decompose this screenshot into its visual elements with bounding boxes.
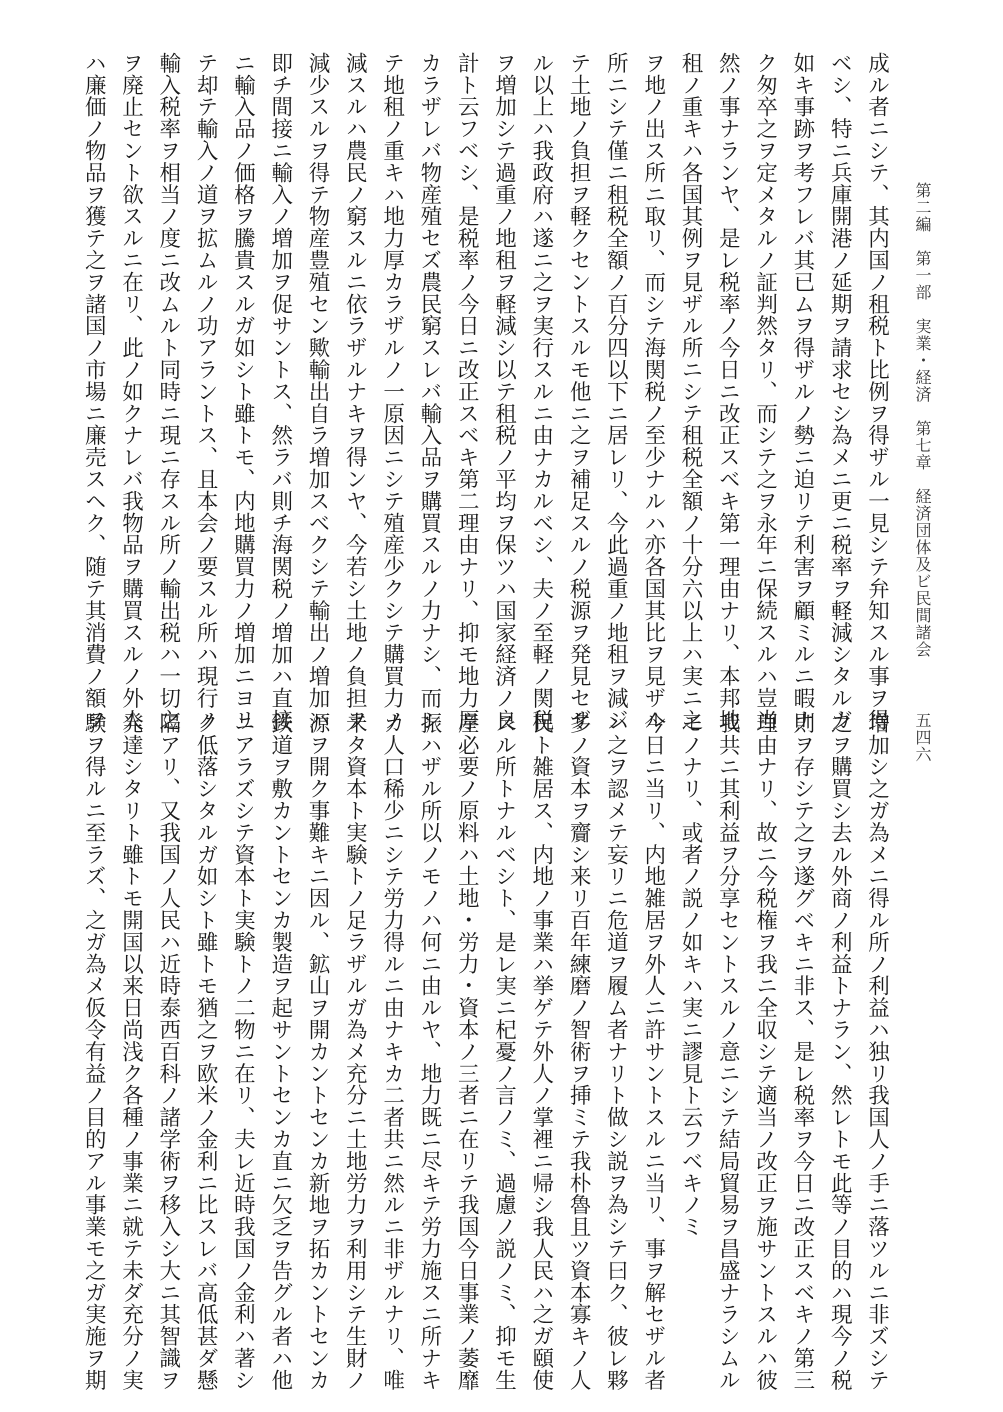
text-column: 成ル者ニシテ、其内国ノ租税ト比例ヲ得ザル一見シテ弁知スル事ヲ得 xyxy=(864,52,890,731)
text-column: 然ノ事ナランヤ、是レ税率ノ今日ニ改正スベキ第一理由ナリ、本邦地 xyxy=(715,52,741,731)
text-column: ベシ、特ニ兵庫開港ノ延期ヲ請求セシ為メニ更ニ税率ヲ軽減シタルガ xyxy=(827,52,853,731)
text-column: 発達シタリト雖トモ開国以来日尚浅ク各種ノ事業ニ就テ未ダ充分ノ実 xyxy=(118,712,144,1391)
text-column: モノナリ、或者ノ説ノ如キハ実ニ謬見ト云フベキノミ xyxy=(678,712,703,1238)
text-column: 多ノ資本ヲ齎シ来リ百年練磨ノ智術ヲ挿ミテ我朴魯且ツ資本寡キノ人 xyxy=(566,712,592,1391)
text-column: 即チ間接ニ輸入ノ増加ヲ促サントス、然ラバ則チ海関税ノ増加ハ直接 xyxy=(267,52,293,731)
text-column: 産必要ノ原料ハ土地・労力・資本ノ三者ニ在リテ我国今日事業ノ萎靡 xyxy=(454,712,480,1391)
text-column: ハ廉価ノ物品ヲ獲テ之ヲ諸国ノ市場ニ廉売スヘク、随テ其消費ノ額ヲ xyxy=(81,52,107,731)
text-column: ヲ増加シテ過重ノ地租ヲ軽減シ以テ租税ノ平均ヲ保ツハ国家経済ノ良 xyxy=(491,52,517,731)
text-column: 鉄道ヲ敷カントセンカ製造ヲ起サントセンカ直ニ欠乏ヲ告グル者ハ他 xyxy=(267,712,293,1391)
text-column: 租ノ重キハ各国其例ヲ見ザル所ニシテ租税全額ノ十分六以上ハ実ニ之 xyxy=(678,52,703,731)
text-column: ル以上ハ我政府ハ遂ニ之ヲ実行スルニ由ナカルベシ、夫ノ至軽ノ関税 xyxy=(528,52,554,731)
text-column: 輸入税率ヲ相当ノ度ニ改ムルト同時ニ現ニ存スル所ノ輸出税ハ一切之 xyxy=(155,52,181,731)
text-column: ニ輸入品ノ価格ヲ騰貴スルガ如シト雖トモ、内地購買力ノ増加ニヨリ xyxy=(230,52,256,731)
page-number: 五四六 xyxy=(913,712,932,763)
text-column: 源ヲ開ク事難キニ因ル、鉱山ヲ開カントセンカ新地ヲ拓カントセンカ xyxy=(305,712,330,1391)
text-column: ヲ廃止セント欲スルニ在リ、此ノ如クナレバ我物品ヲ購買スルノ外人 xyxy=(118,52,144,731)
text-column: 験ヲ得ルニ至ラズ、之ガ為メ仮令有益ノ目的アル事業モ之ガ実施ヲ期 xyxy=(81,712,107,1391)
text-column: 今日ニ当リ、内地雑居ヲ外人ニ許サントスルニ当リ、事ヲ解セザル者 xyxy=(640,712,666,1391)
text-column: テ土地ノ負担ヲ軽クセントスルモ他ニ之ヲ補足スルノ税源ヲ発見セザ xyxy=(566,52,592,731)
text-column: ニアラズシテ資本ト実験トノ二物ニ在リ、夫レ近時我国ノ金利ハ著シ xyxy=(230,712,256,1391)
text-column: ヲ地ノ出ス所ニ取リ、而シテ海関税ノ至少ナルハ亦各国其比ヲ見ザル xyxy=(640,52,666,731)
text-column: ハ之ヲ認メテ妄リニ危道ヲ履ム者ナリト做シ説ヲ為シテ曰ク、彼レ夥 xyxy=(603,712,629,1391)
text-column: スル所トナルベシト、是レ実ニ杞憂ノ言ノミ、過慮ノ説ノミ、抑モ生 xyxy=(491,712,517,1391)
text-column: 隔アリ、又我国ノ人民ハ近時泰西百科ノ諸学術ヲ移入シ大ニ其智識ヲ xyxy=(155,712,181,1391)
text-column: 振ハザル所以ノモノハ何ニ由ルヤ、地力既ニ尽キテ労力施スニ所ナキ xyxy=(416,712,442,1391)
text-column: 我共ニ其利益ヲ分享セントスルノ意ニシテ結局貿易ヲ昌盛ナラシムル xyxy=(715,712,741,1391)
text-column: ク低落シタルガ如シト雖トモ猶之ヲ欧米ノ金利ニ比スレバ高低甚ダ懸 xyxy=(193,712,219,1391)
text-column: 減スルハ農民ノ窮スルニ依ラザルナキヲ得ンヤ、今若シ土地ノ負担ヲ xyxy=(342,52,368,731)
text-column: ク匆卒之ヲ定メタルノ証判然タリ、而シテ之ヲ永年ニ保続スルハ豈当 xyxy=(752,52,778,731)
text-column: カ人口稀少ニシテ労力得ルニ由ナキカ二者共ニ然ルニ非ザルナリ、唯 xyxy=(379,712,405,1391)
text-column: 理由ナリ、故ニ今税権ヲ我ニ全収シテ適当ノ改正ヲ施サントスルハ彼 xyxy=(752,712,778,1391)
text-column: 之ヲ購買シ去ル外商ノ利益トナラン、然レトモ此等ノ目的ハ現今ノ税 xyxy=(827,712,853,1391)
text-column: 如キ事跡ヲ考フレバ其已ムヲ得ザルノ勢ニ迫リテ利害ヲ顧ミルニ暇ナ xyxy=(789,52,815,731)
text-column: 未タ資本ト実験トノ足ラザルガ為メ充分ニ土地労力ヲ利用シテ生財ノ xyxy=(342,712,368,1391)
text-column: 減少スルヲ得テ物産豊殖セン歟輸出自ラ増加スベクシテ輸出ノ増加ハ xyxy=(305,52,330,731)
text-column: テ却テ輸入ノ道ヲ拡ムルノ功アラントス、且本会ノ要スル所ハ現行ノ xyxy=(193,52,219,731)
text-column: カラザレバ物産殖セズ農民窮スレバ輸入品ヲ購買スルノ力ナシ、而シ xyxy=(416,52,442,731)
text-column: 則ヲ存シテ之ヲ遂グベキニ非ス、是レ税率ヲ今日ニ改正スベキノ第三 xyxy=(789,712,815,1391)
text-column: 増加シ之ガ為メニ得ル所ノ利益ハ独リ我国人ノ手ニ落ツルニ非ズシテ xyxy=(864,712,890,1391)
text-column: 計ト云フベシ、是税率ノ今日ニ改正スベキ第二理由ナリ、抑モ地力厚 xyxy=(454,52,480,731)
text-column: テ地租ノ重キハ地力厚カラザルノ一原因ニシテ殖産少クシテ購買力ノ xyxy=(379,52,405,731)
text-column: 所ニシテ僅ニ租税全額ノ百分四以下ニ居レリ、今此過重ノ地租ヲ減ジ xyxy=(603,52,629,731)
running-header: 第二編 第一部 実業・経済 第七章 経済団体及ビ民間諸会 xyxy=(913,182,932,658)
text-column: 民ト雑居ス、内地ノ事業ハ挙ゲテ外人ノ掌裡ニ帰シ我人民ハ之ガ頤使 xyxy=(528,712,554,1391)
